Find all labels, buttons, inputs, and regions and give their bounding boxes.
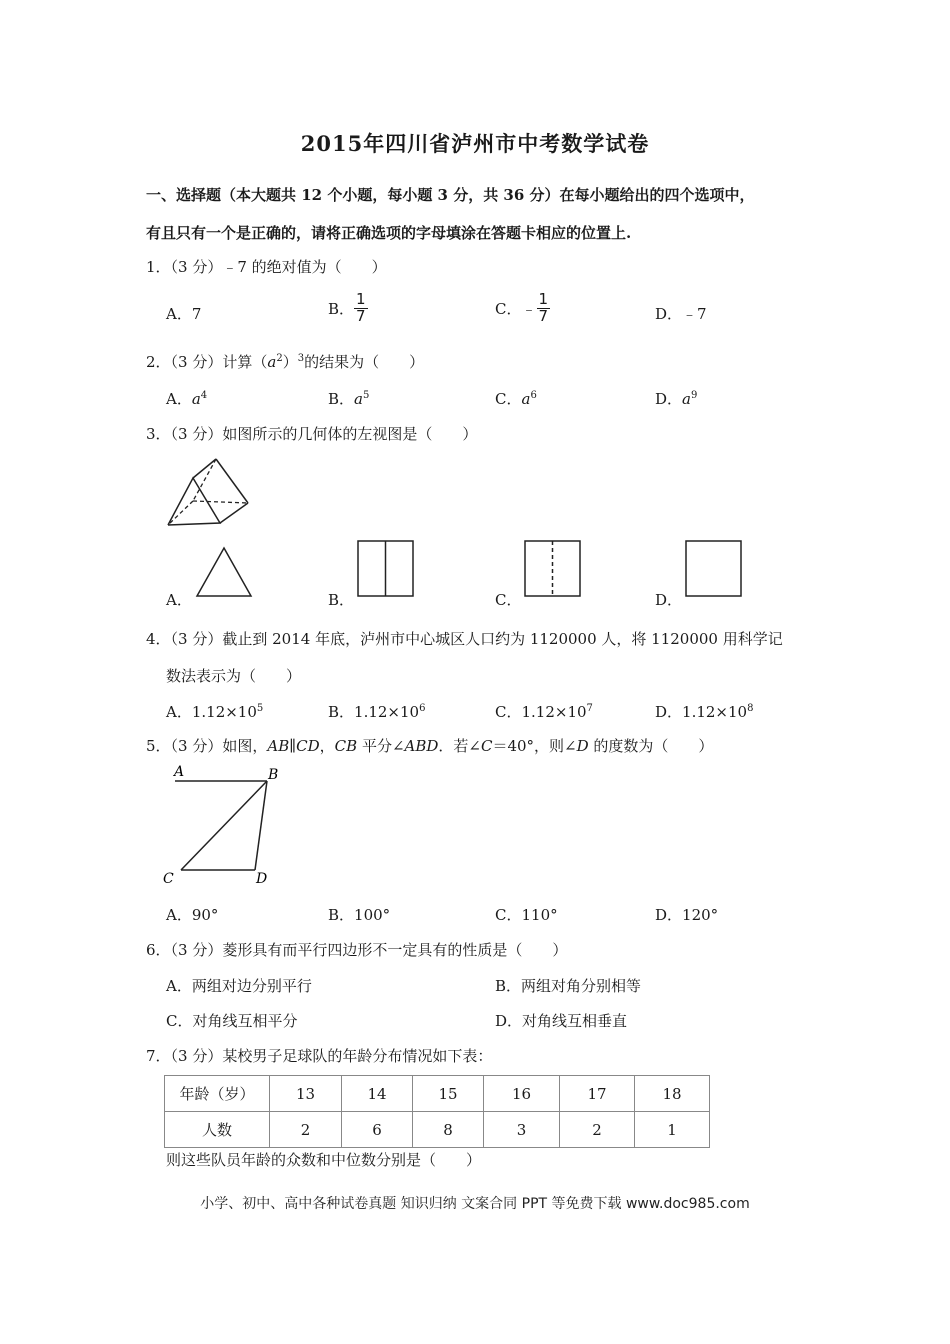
math-expression: ABD xyxy=(404,737,439,755)
table-cell: 6 xyxy=(342,1112,413,1148)
option-d-square-figure xyxy=(685,540,743,598)
question-5-option-c: C．110° xyxy=(495,906,558,924)
math-expression: AB∥CD xyxy=(267,737,320,755)
variable: a xyxy=(267,353,277,371)
option-text: B．1.12×10 xyxy=(328,703,420,721)
question-1-option-c xyxy=(495,292,550,325)
option-label: B． xyxy=(328,390,355,408)
option-b-rectangle-solid-line-figure xyxy=(357,540,415,598)
stem-text: 2．（3 分）计算（ xyxy=(146,353,268,371)
table-row xyxy=(165,1112,710,1148)
fraction xyxy=(537,292,551,325)
option-label: C． xyxy=(495,390,522,408)
question-3-stem: 3．（3 分）如图所示的几何体的左视图是（ ） xyxy=(146,425,478,443)
variable: a xyxy=(682,390,691,408)
stem-text: 的度数为（ ） xyxy=(588,737,714,755)
option-text: C．1.12×10 xyxy=(495,703,587,721)
table-cell: 15 xyxy=(413,1076,484,1112)
point-label-a: A xyxy=(174,764,185,780)
math-expression: CB xyxy=(334,737,358,755)
question-6-option-d: D．对角线互相垂直 xyxy=(495,1012,628,1030)
math-expression: D xyxy=(576,737,589,755)
question-4-option-c xyxy=(495,701,593,722)
question-1-stem: 1．（3 分）﹣7 的绝对值为（ ） xyxy=(146,258,387,276)
question-6-option-b: B．两组对角分别相等 xyxy=(495,977,642,995)
table-cell: 17 xyxy=(560,1076,635,1112)
question-4-stem-line1: 4．（3 分）截止到 2014 年底，泸州市中心城区人口约为 1120000 人，将 1120000 用科学记 xyxy=(146,630,783,648)
question-1-option-b xyxy=(328,292,368,325)
section-heading-line2: 有且只有一个是正确的，请将正确选项的字母填涂在答题卡相应的位置上. xyxy=(146,224,632,242)
fraction-denominator: 7 xyxy=(356,306,366,325)
exponent: 6 xyxy=(530,390,537,401)
question-2-option-c xyxy=(495,388,537,409)
question-6-option-c: C．对角线互相平分 xyxy=(166,1012,298,1030)
variable: a xyxy=(521,390,531,408)
exponent: 3 xyxy=(297,353,305,364)
question-2-option-b xyxy=(328,388,369,409)
page-title: 2015年四川省泸州市中考数学试卷 xyxy=(300,131,650,156)
question-4-stem-line2: 数法表示为（ ） xyxy=(166,667,302,685)
question-3-option-a: A． xyxy=(166,591,192,609)
table-cell: 13 xyxy=(270,1076,342,1112)
stem-text: ＝40°，则∠ xyxy=(492,737,577,755)
exponent: 9 xyxy=(690,390,698,401)
table-cell: 18 xyxy=(635,1076,710,1112)
table-header-cell: 人数 xyxy=(165,1112,270,1148)
table-cell: 3 xyxy=(484,1112,560,1148)
table-row xyxy=(165,1076,710,1112)
stem-text: ， xyxy=(319,737,335,755)
table-cell: 2 xyxy=(270,1112,342,1148)
point-label-b: B xyxy=(268,767,279,783)
question-5-option-a: A．90° xyxy=(166,906,219,924)
question-5-option-d: D．120° xyxy=(655,906,719,924)
question-6-stem: 6．（3 分）菱形具有而平行四边形不一定具有的性质是（ ） xyxy=(146,941,568,959)
section-heading-line1: 一、选择题（本大题共 12 个小题，每小题 3 分，共 36 分）在每小题给出的四个选项中， xyxy=(146,186,755,204)
question-5-option-b: B．100° xyxy=(328,906,391,924)
exponent: 8 xyxy=(747,703,754,714)
stem-text: ） xyxy=(282,353,298,371)
table-header-cell: 年龄（岁） xyxy=(165,1076,270,1112)
question-2-stem xyxy=(146,351,424,372)
math-expression: C xyxy=(480,737,493,755)
question-3-option-c: C． xyxy=(495,591,522,609)
question-3-option-b: B． xyxy=(328,591,355,609)
option-a-triangle-figure xyxy=(195,546,253,598)
option-label: C． xyxy=(495,299,522,318)
question-7-stem: 7．（3 分）某校男子足球队的年龄分布情况如下表： xyxy=(146,1047,493,1065)
question-2-option-d xyxy=(655,388,697,409)
page-footer: 小学、初中、高中各种试卷真题 知识归纳 文案合同 PPT 等免费下载 www.doc985.com xyxy=(200,1196,750,1212)
parallel-lines-figure xyxy=(160,762,290,887)
table-cell: 2 xyxy=(560,1112,635,1148)
point-label-c: C xyxy=(163,871,174,887)
question-4-option-d xyxy=(655,701,753,722)
fraction xyxy=(354,292,368,325)
exponent: 5 xyxy=(362,390,370,401)
table-cell: 8 xyxy=(413,1112,484,1148)
fraction-numerator: 1 xyxy=(356,290,366,308)
age-distribution-table xyxy=(164,1075,710,1148)
variable: a xyxy=(191,390,201,408)
question-4-option-a xyxy=(166,701,263,722)
question-6-option-a: A．两组对边分别平行 xyxy=(166,977,312,995)
table-cell: 14 xyxy=(342,1076,413,1112)
question-1-option-a: A．7 xyxy=(166,305,202,323)
stem-text: 平分∠ xyxy=(357,737,405,755)
fraction-denominator: 7 xyxy=(538,306,549,325)
option-c-rectangle-dashed-line-figure xyxy=(524,540,582,598)
exponent: 7 xyxy=(586,703,593,714)
question-1-option-d: D．﹣7 xyxy=(655,305,707,323)
question-5-stem xyxy=(146,735,713,756)
option-text: A．1.12×10 xyxy=(166,703,257,721)
exponent: 4 xyxy=(200,390,208,401)
fraction-numerator: 1 xyxy=(538,290,549,308)
question-2-option-a xyxy=(166,388,207,409)
exponent: 6 xyxy=(419,703,426,714)
triangular-prism-figure xyxy=(164,455,279,530)
option-label: A． xyxy=(166,390,192,408)
option-text: D．1.12×10 xyxy=(655,703,748,721)
minus-sign: ﹣ xyxy=(521,299,537,318)
point-label-d: D xyxy=(256,871,268,887)
question-7-followup: 则这些队员年龄的众数和中位数分别是（ ） xyxy=(166,1151,482,1169)
option-label: D． xyxy=(655,390,683,408)
table-cell: 1 xyxy=(635,1112,710,1148)
variable: a xyxy=(354,390,363,408)
exponent: 2 xyxy=(276,353,283,364)
stem-text: ．若∠ xyxy=(438,737,481,755)
stem-text: 5．（3 分）如图， xyxy=(146,737,268,755)
stem-text: 的结果为（ ） xyxy=(304,353,425,371)
table-cell: 16 xyxy=(484,1076,560,1112)
question-3-option-d: D． xyxy=(655,591,683,609)
exponent: 5 xyxy=(256,703,264,714)
question-4-option-b xyxy=(328,701,425,722)
option-label: B． xyxy=(328,299,355,318)
